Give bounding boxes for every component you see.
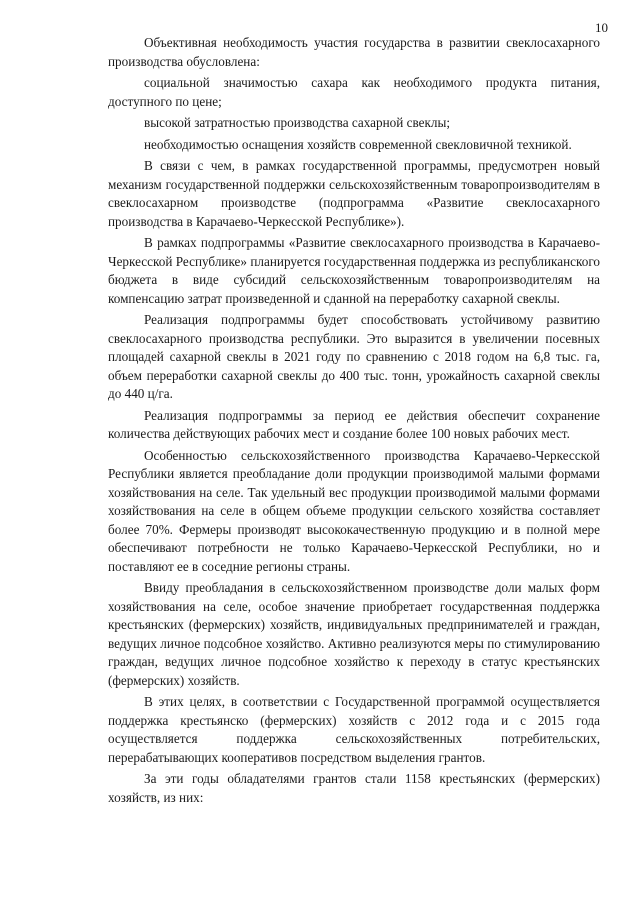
paragraph: Реализация подпрограммы будет способствовать устойчивому развитию свеклосахарного производства республики. Это выразится в увеличении посевных площадей сахарной свеклы в 2021 году по сравнению с 2018 годом на 6,8 тыс. га, объем переработки сахарной свеклы до 400 тыс. тонн, урожайность сахарной свеклы до 440 ц/га. [108,312,600,401]
document-body [108,34,600,807]
paragraph: В связи с чем, в рамках государственной программы, предусмотрен новый механизм государственной поддержки сельскохозяйственным товаропроизводителям в свеклосахарном производстве (подпрограмма «Развитие свеклосахарного производства в Карачаево-Черкесской Республике»). [108,158,600,229]
paragraph: Объективная необходимость участия государства в развитии свеклосахарного производства обусловлена: [108,35,600,69]
paragraph: социальной значимостью сахара как необходимого продукта питания, доступного по цене; [108,75,600,109]
paragraph: Реализация подпрограммы за период ее действия обеспечит сохранение количества действующих рабочих мест и создание более 100 новых рабочих мест. [108,407,600,441]
paragraph: В этих целях, в соответствии с Государственной программой осуществляется поддержка крестьянско (фермерских) хозяйств с 2012 года и с 2015 года осуществляется поддержка сельскохозяйственных потребительских, перерабатывающих кооперативов посредством выделения грантов. [108,694,600,765]
paragraph: Особенностью сельскохозяйственного производства Карачаево-Черкесской Республики является преобладание доли продукции производимой малыми формами хозяйствования на селе. Так удельный вес продукции производимой малыми формами хозяйствования на селе в общем объеме продукции сельского хозяйства составляет более 70%. Фермеры производят высококачественную продукцию и в полной мере обеспечивают потребности не только Карачаево-Черкесской Республики, но и поставляют ее в соседние регионы страны. [108,447,600,574]
paragraph: За эти годы обладателями грантов стали 1158 крестьянских (фермерских) хозяйств, из них: [108,771,600,805]
paragraph: В рамках подпрограммы «Развитие свеклосахарного производства в Карачаево-Черкесской Республике» планируется государственная поддержка из республиканского бюджета в виде субсидий сельскохозяйственным товаропроизводителям на компенсацию затрат произведенной и сданной на переработку сахарной свеклы. [108,235,600,306]
page-number: 10 [595,20,608,35]
paragraph: Ввиду преобладания в сельскохозяйственном производстве доли малых форм хозяйствования на селе, особое значение приобретает государственная поддержка крестьянских (фермерских) хозяйств, индивидуальных предпринимателей и граждан, ведущих личное подсобное хозяйство. Активно реализуются меры по стимулированию граждан, ведущих личное подсобное хозяйство к переходу в статус крестьянских (фермерских) хозяйств. [108,580,600,688]
paragraph: необходимостью оснащения хозяйств современной свекловичной техникой. [144,136,572,152]
paragraph: высокой затратностью производства сахарной свеклы; [144,115,450,130]
